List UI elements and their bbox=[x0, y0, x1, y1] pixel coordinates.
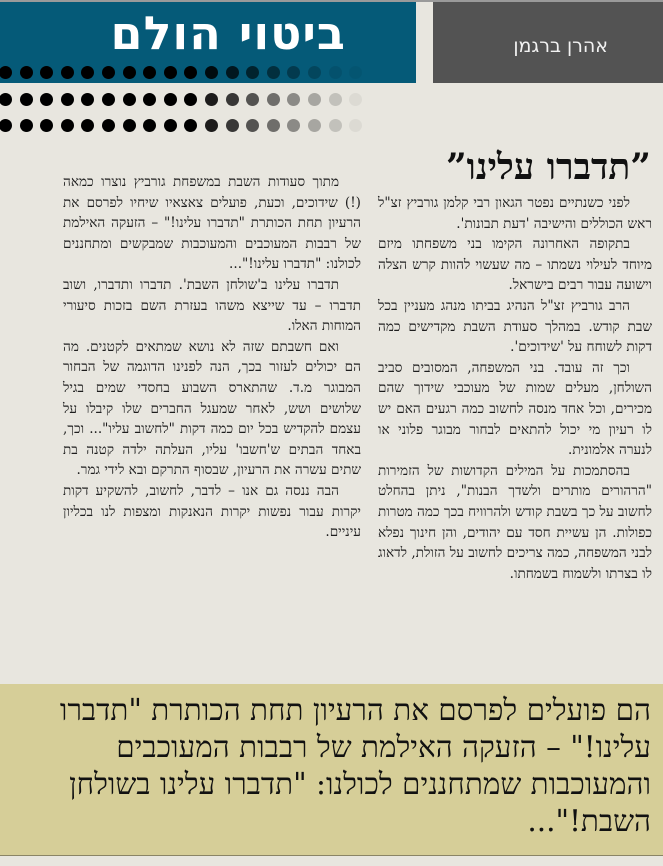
dot bbox=[287, 93, 300, 106]
dot bbox=[329, 66, 342, 79]
dot bbox=[143, 119, 156, 132]
dot bbox=[0, 119, 12, 132]
article-column-right bbox=[378, 193, 652, 584]
dot bbox=[40, 66, 53, 79]
decorative-dot-pattern bbox=[0, 0, 470, 140]
dot bbox=[267, 93, 280, 106]
article-paragraph: הבה ננסה גם אנו – לדבר, לחשוב, להשקיע דקות יקרות עבור נפשות יקרות הנאנקות ומצפות לנו בכליון עיניים. bbox=[63, 482, 361, 541]
dot bbox=[40, 93, 53, 106]
dot bbox=[102, 66, 115, 79]
dot bbox=[246, 93, 259, 106]
dot bbox=[308, 66, 321, 79]
dot bbox=[81, 93, 94, 106]
article-paragraph: בתקופה האחרונה הקימו בני משפחתו מיזם מיוחד לעילוי נשמתו – מה שעשוי להוות קרש הצלה וישועה עבור רבים בישראל. bbox=[378, 236, 652, 294]
article-paragraph: מתוך סעודות השבת במשפחת גורביץ נוצרו כמאה (!) שידוכים, וכעת, פועלים צאצאיו שיחיו לפרסם את הרעיון תחת הכותרת "תדברו עלינו!" – הזעקה האילמת של רבבות המעוכבים והמעוכבות שמבקשים ומתחננים לכולנו: "תדברו עלינו!"... bbox=[63, 174, 361, 273]
pull-quote-box bbox=[0, 684, 663, 856]
dot bbox=[123, 93, 136, 106]
dot bbox=[184, 119, 197, 132]
dot bbox=[164, 93, 177, 106]
dot bbox=[61, 119, 74, 132]
dot bbox=[205, 119, 218, 132]
dot bbox=[164, 66, 177, 79]
dot bbox=[205, 93, 218, 106]
dot bbox=[20, 66, 33, 79]
article-paragraph: ואם חשבתם שזה לא נושא שמתאים לקטנים. מה הם יכולים לעזור בכך, הנה לפנינו הדוגמה של הבחור המבוגר מ.ד. שהתארס השבוע בחסדי שמים בגיל שלושים ושש, לאחר שמעגל החברים שלו קיבלו על עצמם להקדיש בכל יום כמה דקות "לחשוב עליו"... וכך, באחד הבתים ש'חשבו' עליו, העלתה ילדה קטנה בת שתים עשרה את הרעיון, שבסוף התרקם ובא לידי גמר. bbox=[63, 338, 361, 479]
dot bbox=[267, 66, 280, 79]
article-column-left bbox=[63, 172, 361, 543]
article-paragraph: לפני כשנתיים נפטר הגאון רבי קלמן גורביץ זצ"ל ראש הכוללים והישיבה 'דעת תבונות'. bbox=[378, 195, 652, 232]
dot bbox=[226, 119, 239, 132]
dot bbox=[329, 119, 342, 132]
dot bbox=[164, 119, 177, 132]
article-headline: ”תדברו עלינו” bbox=[445, 146, 651, 188]
dot bbox=[226, 66, 239, 79]
dot bbox=[61, 66, 74, 79]
dot bbox=[102, 93, 115, 106]
dot bbox=[308, 93, 321, 106]
dot bbox=[349, 66, 362, 79]
dot bbox=[81, 119, 94, 132]
dot bbox=[184, 93, 197, 106]
dot bbox=[287, 66, 300, 79]
dot bbox=[246, 66, 259, 79]
article-paragraph: בהסתמכות על המילים הקדושות של הזמירות "הרהורים מותרים ולשדך הבנות", ניתן בהחלט לחשוב על כך בשבת קודש ולהרוויח בכך כמה מטרות כפולות. הן עשיית חסד עם יהודים, והן חינוך נפלא לבני המשפחה, כמה צריכים לחשוב על הזולת, לדאוג לו בצרתו ולשמוח בשמחתו. bbox=[378, 462, 652, 582]
dot bbox=[329, 93, 342, 106]
dot bbox=[205, 66, 218, 79]
dot bbox=[123, 66, 136, 79]
dot bbox=[349, 119, 362, 132]
dot bbox=[226, 93, 239, 106]
dot bbox=[184, 66, 197, 79]
dot bbox=[40, 119, 53, 132]
dot bbox=[61, 93, 74, 106]
dot bbox=[308, 119, 321, 132]
dot bbox=[81, 66, 94, 79]
pull-quote: הם פועלים לפרסם את הרעיון תחת הכותרת "תדברו עלינו!" – הזעקה האילמת של רבבות המעוכבים והמעוכבות שמתחננים לכולנו: "תדברו עלינו בשולחן השבת!"... bbox=[59, 693, 651, 838]
article-paragraph: וכך זה עובד. בני המשפחה, המסובים סביב השולחן, מעלים שמות של מעוכבי שידוך שהם מכירים, וכל אחד מנסה לחשוב כמה רגעים האם יש לו רעיון מי יכול להתאים לבחור מבוגר פלוני או לנערה אלמונית. bbox=[378, 359, 652, 459]
dot bbox=[20, 119, 33, 132]
dot bbox=[0, 93, 12, 106]
article-paragraph: הרב גורביץ זצ"ל הנהיג בביתו מנהג מעניין בכל שבת קודש. במהלך סעודת השבת מקדישים כמה דקות לשוחח על 'שידוכים'. bbox=[378, 297, 652, 356]
dot bbox=[102, 119, 115, 132]
dot bbox=[143, 93, 156, 106]
dot bbox=[20, 93, 33, 106]
author-name: אהרן ברגמן bbox=[513, 35, 608, 57]
column-title: ביטוי הולם bbox=[110, 6, 346, 60]
dot bbox=[287, 119, 300, 132]
dot bbox=[349, 93, 362, 106]
dot bbox=[0, 66, 12, 79]
dot bbox=[246, 119, 259, 132]
dot bbox=[267, 119, 280, 132]
article-paragraph: תדברו עלינו ב'שולחן השבת'. תדברו ותדברו, ושוב תדברו – עד שייצא משהו בעזרת השם בזכות סיעורי המוחות האלו. bbox=[63, 276, 361, 335]
dot bbox=[143, 66, 156, 79]
dot bbox=[123, 119, 136, 132]
